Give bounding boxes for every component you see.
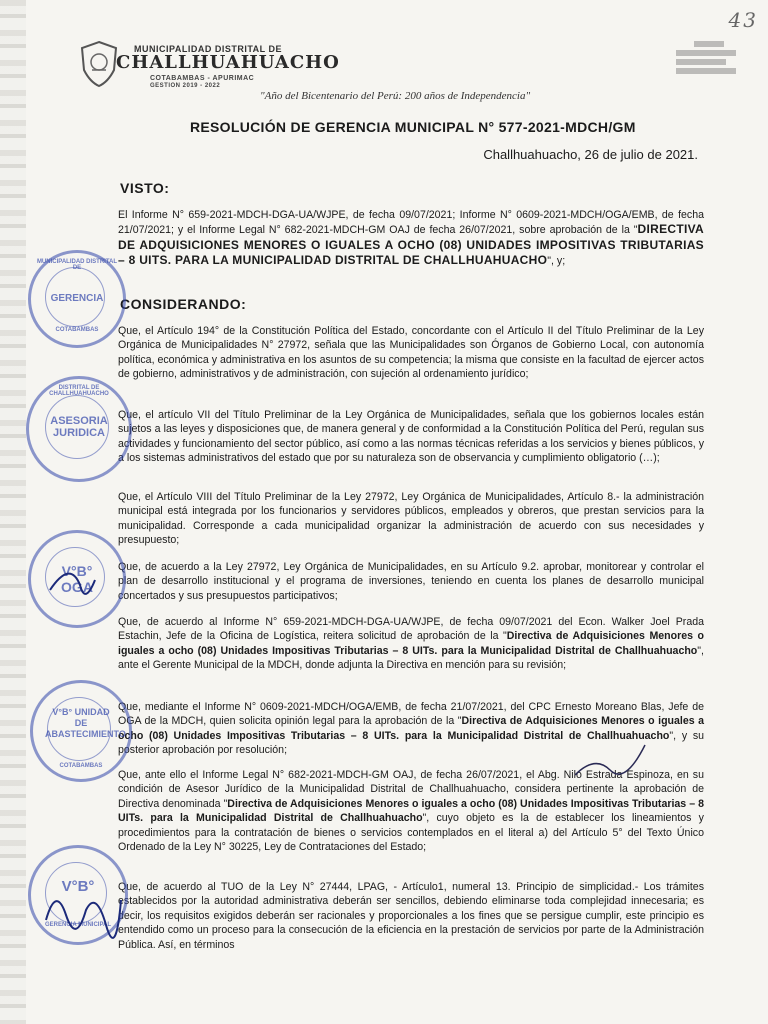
date-line: Challhuahuacho, 26 de julio de 2021. <box>483 147 698 162</box>
p6-text-2: ", y su posterior aprobación por resolución; <box>118 729 705 757</box>
signature-scribble <box>36 880 126 940</box>
considerando-heading: CONSIDERANDO: <box>120 296 247 312</box>
p7-directive: Directiva de Adquisiciones Menores o iguales a ocho (08) Unidades Impositivas Tributarias – 8 UITs. para la Municipalidad Distrital de Challhuahuacho <box>118 797 704 825</box>
p5-directive: Directiva de Adquisiciones Menores o iguales a ocho (08) Unidades Impositivas Tributarias – 8 UITs. para la Municipalidad Distrital de Challhuahuacho <box>118 630 704 657</box>
visto-text-2: ", y; <box>547 255 566 268</box>
gerencia-stamp <box>28 250 126 348</box>
signature-mark <box>570 735 650 785</box>
visto-paragraph <box>118 208 704 269</box>
p5-text-2: ", ante el Gerente Municipal de la MDCH, donde adjunta la Directiva en mención para su revisión; <box>118 644 704 672</box>
scan-edge <box>0 0 26 1024</box>
municipality-term: GESTION 2019 - 2022 <box>150 83 221 89</box>
asesoria-juridica-stamp <box>26 376 132 482</box>
paragraph-5 <box>118 615 704 673</box>
motto: "Año del Bicentenario del Perú: 200 años de Independencia" <box>260 90 531 102</box>
signature-oga <box>40 560 110 610</box>
p6-text-1: Que, mediante el Informe N° 0609-2021-MDCH/OGA/EMB, de fecha 21/07/2021, del CPC Ernesto Moreano Blas, Jefe de OGA de la MDCH, quien solicita opinión legal para la aprobación de la " <box>118 701 704 728</box>
paragraph-8: Que, de acuerdo al TUO de la Ley N° 27444, LPAG, - Artículo1, numeral 13. Principio de simplicidad.- Los trámites establecidos por la autoridad administrativa deberán ser sencillos, debiendo eliminarse toda complejidad innecesaria; es decir, los requisitos exigidos deberán ser racionales y proporcionales a los fines que se persigue cumplir, este principio es entendido como un proceso para la consecución de la eficiencia en la prestación de servicios por parte de la Administración Pública. Así, en términos <box>118 881 704 951</box>
municipality-label: MUNICIPALIDAD DISTRITAL DE <box>134 44 282 54</box>
municipality-location: COTABAMBAS - APURIMAC <box>150 75 255 82</box>
p5-text-1: Que, de acuerdo al Informe N° 659-2021-MDCH-DGA-UA/WJPE, de fecha 09/07/2021 del Econ. Walker Joel Prada Estachin, Jefe de la Oficina de Logística, reitera solicitud de aprobación de la " <box>118 616 704 643</box>
page-mark: 43 <box>728 8 758 32</box>
resolution-title: RESOLUCIÓN DE GERENCIA MUNICIPAL N° 577-2021-MDCH/GM <box>190 119 636 135</box>
stamp-2-mid: ASESORIA JURIDICA <box>50 415 108 439</box>
paragraph-1: Que, el Artículo 194° de la Constitución Política del Estado, concordante con el Artículo II del Título Preliminar de la Ley Orgánica de Municipalidades N° 27972, señala que las Municipalidades son Órganos de Gobierno Local, con autonomía política, económica y administrativa en los asuntos de su competencia; la misma que consiste en la facultad de ejercer actos de gobierno, administrativos y de administración, con sujeción al ordenamiento jurídico; <box>118 325 704 381</box>
paragraph-3: Que, el Artículo VIII del Título Preliminar de la Ley 27972, Ley Orgánica de Municipalidades, Artículo 8.- la administración municipal está integrada por los funcionarios y servidores públicos, empleados y obreros, que prestan servicios para la municipalidad. Corresponde a cada municipalidad organizar la administración de acuerdo con sus necesidades y presupuesto; <box>118 491 704 547</box>
stamp-4-bot: COTABAMBAS <box>59 763 103 769</box>
p7-text-1: Que, ante ello el Informe Legal N° 682-2021-MDCH-GM OAJ, de fecha 26/07/2021, el Abg. Nilo Estrada Espinoza, en su condición de Asesor Jurídico de la Municipalidad Distrital de Challhuahuacho, considera pertinente la aprobación de Directiva denominada " <box>118 769 704 810</box>
municipality-name: CHALLHUAHUACHO <box>116 52 340 73</box>
visto-heading: VISTO: <box>120 180 170 196</box>
paragraph-4: Que, de acuerdo a la Ley 27972, Ley Orgánica de Municipalidades, en su Artículo 9.2. aprobar, monitorear y controlar el plan de desarrollo institucional y el programa de inversiones, teniendo en cuenta los planes de desarrollo municipal concertados y sus presupuestos participativos; <box>118 561 704 602</box>
stamp-3-mid: V°B° OGA <box>61 563 93 595</box>
stamp-2-top: DISTRITAL DE CHALLHUAHUACHO <box>49 385 109 397</box>
paragraph-2: Que, el artículo VII del Título Preliminar de la Ley Orgánica de Municipalidades, señala que los gobiernos locales están sujetos a las leyes y disposiciones que, de manera general y de conformidad a la Constitución Política del Perú, regulan sus actividades y funcionamiento del sector público, así como a las normas técnicas referidas a los servicios y bienes públicos, y a los sistemas administrativos del estado que por su naturaleza son de observancia y cumplimiento obligatorio (…); <box>118 409 704 465</box>
stamp-1-mid: GERENCIA <box>50 293 104 304</box>
faded-logo <box>676 38 736 84</box>
stamp-5-mid: V°B° <box>61 878 95 895</box>
stamp-4-mid: V°B° UNIDAD DE ABASTECIMIENTO <box>45 707 126 739</box>
municipal-crest-icon <box>78 40 120 88</box>
visto-text-1: El Informe N° 659-2021-MDCH-DGA-UA/WJPE, de fecha 09/07/2021; Informe N° 0609-2021-MDCH/OGA/EMB, de fecha 21/07/2021; y el Informe Legal N° 682-2021-MDCH-GM OAJ de fecha 26/07/2021, sobre aprobación de la " <box>118 209 704 237</box>
p7-text-2: ", cuyo objeto es la de establecer los lineamientos y procedimientos para la contratación de bienes o servicios contemplados en el literal a) del Artículo 5° del Texto Único Ordenado de la Ley N° 30225, Ley de Contrataciones del Estado; <box>118 812 704 854</box>
p6-directive: Directiva de Adquisiciones Menores o iguales a ocho (08) Unidades Impositivas Tributarias – 8 UITs. para la Municipalidad Distrital de Challhuahuacho <box>118 715 705 742</box>
visto-directive-title: DIRECTIVA DE ADQUISICIONES MENORES O IGUALES A OCHO (08) UNIDADES IMPOSITIVAS TRIBUTARIAS – 8 UITS. PARA LA MUNICIPALIDAD DISTRITAL DE CHALLHUAHUACHO <box>118 222 704 268</box>
stamp-1-top: MUNICIPALIDAD DISTRITAL DE <box>36 259 118 271</box>
stamp-1-bot: COTABAMBAS <box>55 327 99 333</box>
stamp-5-bot: GERENCIA MUNICIPAL <box>45 922 111 928</box>
vobo-abastecimiento-stamp <box>30 680 132 782</box>
